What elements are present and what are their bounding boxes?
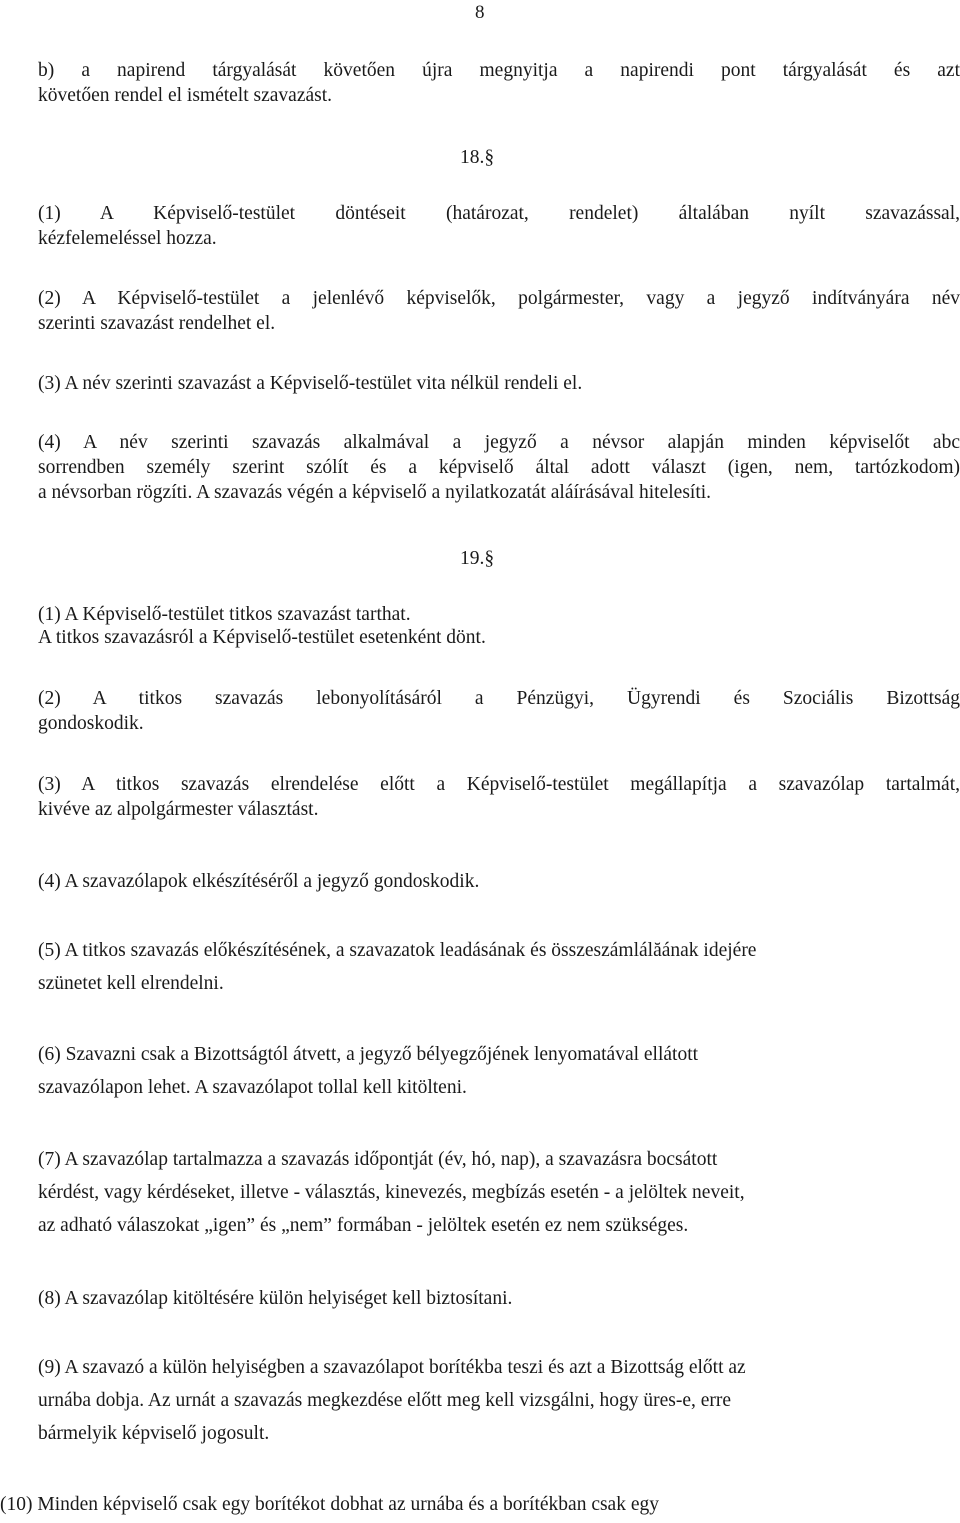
paragraph-b <box>38 60 960 107</box>
paragraph-19-6 <box>38 1044 960 1099</box>
paragraph-18-1 <box>38 203 960 250</box>
paragraph-line: követően rendel el ismételt szavazást. <box>38 85 333 106</box>
paragraph-19-5 <box>38 940 960 995</box>
paragraph-19-4 <box>38 871 960 893</box>
paragraph-19-2 <box>38 688 960 735</box>
paragraph-line: (4) A szavazólapok elkészítéséről a jegyző gondoskodik. <box>38 871 480 892</box>
paragraph-line: (4) A név szerinti szavazás alkalmával a jegyző a névsor alapján minden képviselőt abc <box>38 432 960 453</box>
paragraph-line: b) a napirend tárgyalását követően újra megnyitja a napirendi pont tárgyalását és azt <box>38 60 960 81</box>
paragraph-line: (6) Szavazni csak a Bizottságtól átvett, a jegyző bélyegzőjének lenyomatával ellátott <box>38 1044 699 1065</box>
paragraph-line: (2) A Képviselő-testület a jelenlévő képviselők, polgármester, vagy a jegyző indítványára név <box>38 288 960 309</box>
paragraph-line: (7) A szavazólap tartalmazza a szavazás időpontját (év, hó, nap), a szavazásra bocsátott <box>38 1149 718 1170</box>
paragraph-line: szünetet kell elrendelni. <box>38 973 224 994</box>
paragraph-line: gondoskodik. <box>38 713 144 734</box>
paragraph-line: kézfelemeléssel hozza. <box>38 228 217 249</box>
paragraph-line: urnába dobja. Az urnát a szavazás megkezdése előtt meg kell vizsgálni, hogy üres-e, erre <box>38 1390 732 1411</box>
paragraph-line: az adható válaszokat „igen” és „nem” formában - jelöltek esetén ez nem szükséges. <box>38 1215 689 1236</box>
paragraph-19-1 <box>38 604 960 649</box>
paragraph-line: (5) A titkos szavazás előkészítésének, a szavazatok leadásának és összeszámlálăának idejére <box>38 940 757 961</box>
paragraph-line: (8) A szavazólap kitöltésére külön helyiséget kell biztosítani. <box>38 1288 513 1309</box>
paragraph-line: a névsorban rögzíti. A szavazás végén a képviselő a nyilatkozatát aláírásával hitelesíti. <box>38 482 712 503</box>
paragraph-line: (3) A név szerinti szavazást a Képviselő-testület vita nélkül rendeli el. <box>38 373 583 394</box>
paragraph-line: szerinti szavazást rendelhet el. <box>38 313 276 334</box>
paragraph-line: (3) A titkos szavazás elrendelése előtt a Képviselő-testület megállapítja a szavazólap tartalmát, <box>38 774 960 795</box>
paragraph-19-8 <box>38 1288 960 1310</box>
page-number: 8 <box>475 2 485 23</box>
paragraph-line: A titkos szavazásról a Képviselő-testület esetenként dönt. <box>38 627 486 648</box>
paragraph-18-2 <box>38 288 960 335</box>
paragraph-19-3 <box>38 774 960 821</box>
paragraph-19-10 <box>0 1494 922 1516</box>
paragraph-19-7 <box>38 1149 960 1237</box>
paragraph-19-9 <box>38 1357 960 1445</box>
paragraph-line: bármelyik képviselő jogosult. <box>38 1423 270 1444</box>
paragraph-line: kérdést, vagy kérdéseket, illetve - választás, kinevezés, megbízás esetén - a jelöltek neveit, <box>38 1182 745 1203</box>
paragraph-line: kivéve az alpolgármester választást. <box>38 799 319 820</box>
paragraph-line: sorrendben személy szerint szólít és a képviselő által adott választ (igen, nem, tartózkodom) <box>38 457 960 478</box>
paragraph-line: (10) Minden képviselő csak egy borítékot dobhat az urnába és a borítékban csak egy <box>0 1494 659 1515</box>
paragraph-18-4 <box>38 432 960 504</box>
paragraph-line: (9) A szavazó a külön helyiségben a szavazólapot borítékba teszi és azt a Bizottság előtt az <box>38 1357 746 1378</box>
section-title-18: 18.§ <box>460 147 495 168</box>
section-title-19: 19.§ <box>460 548 495 569</box>
paragraph-line: (1) A Képviselő-testület döntéseit (határozat, rendelet) általában nyílt szavazással, <box>38 203 960 224</box>
paragraph-line: (2) A titkos szavazás lebonyolításáról a Pénzügyi, Ügyrendi és Szociális Bizottság <box>38 688 960 709</box>
paragraph-line: (1) A Képviselő-testület titkos szavazást tarthat. <box>38 604 411 625</box>
paragraph-line: szavazólapon lehet. A szavazólapot tollal kell kitölteni. <box>38 1077 467 1098</box>
paragraph-18-3 <box>38 373 960 395</box>
